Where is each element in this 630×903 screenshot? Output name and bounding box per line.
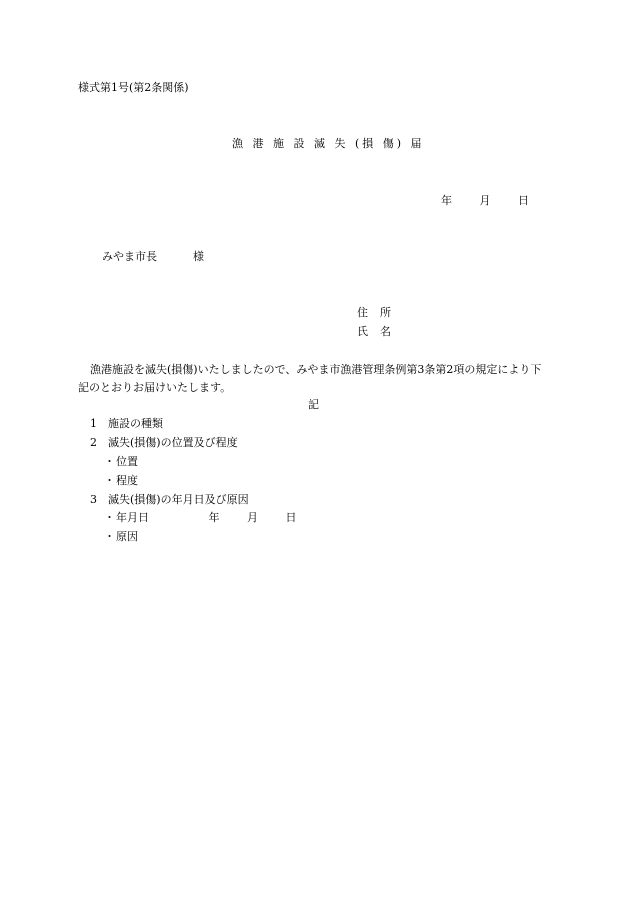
form-number: 様式第1号(第2条関係) bbox=[78, 81, 189, 94]
item-label: 施設の種類 bbox=[108, 417, 163, 430]
item-label: 滅失(損傷)の位置及び程度 bbox=[108, 436, 238, 449]
sub-item-label: 位置 bbox=[116, 455, 138, 468]
address-label-2: 所 bbox=[380, 306, 391, 319]
sub-date-day: 日 bbox=[285, 511, 297, 524]
addressee-name: みやま市長 bbox=[102, 250, 157, 263]
applicant-name bbox=[357, 326, 391, 337]
address-label-1: 住 bbox=[357, 306, 368, 319]
sub-date-month: 月 bbox=[247, 511, 258, 524]
name-label-1: 氏 bbox=[357, 325, 368, 338]
sub-item-position bbox=[104, 456, 138, 467]
sub-date-fields bbox=[209, 511, 297, 524]
bullet: ・ bbox=[104, 530, 115, 543]
sub-item-date bbox=[104, 512, 297, 523]
item-facility-type bbox=[90, 418, 163, 429]
item-label: 滅失(損傷)の年月日及び原因 bbox=[108, 493, 249, 506]
addressee bbox=[102, 251, 204, 262]
item-date-cause bbox=[90, 494, 249, 505]
date-year-label: 年 bbox=[441, 194, 452, 207]
date-month-label: 月 bbox=[479, 194, 491, 207]
submission-date bbox=[441, 195, 529, 206]
sub-item-degree bbox=[104, 475, 138, 486]
document-title: 漁 港 施 設 滅 失 (損 傷) 届 bbox=[232, 137, 425, 150]
applicant-address bbox=[357, 307, 391, 318]
name-label-2: 名 bbox=[380, 325, 391, 338]
bullet: ・ bbox=[104, 455, 115, 468]
bullet: ・ bbox=[104, 511, 115, 524]
date-day-label: 日 bbox=[518, 194, 529, 207]
sub-item-cause bbox=[104, 531, 138, 542]
body-text: 漁港施設を滅失(損傷)いたしましたので、みやま市漁港管理条例第3条第2項の規定により下記のとおりお届けいたします。 bbox=[78, 363, 542, 394]
item-number: 3 bbox=[90, 493, 97, 506]
item-number: 2 bbox=[90, 436, 97, 449]
sub-item-label: 原因 bbox=[116, 530, 138, 543]
sub-item-label: 程度 bbox=[116, 474, 138, 487]
item-location-degree bbox=[90, 437, 238, 448]
bullet: ・ bbox=[104, 474, 115, 487]
sub-date-year: 年 bbox=[208, 511, 220, 524]
ki-heading: 記 bbox=[308, 398, 319, 411]
item-number: 1 bbox=[90, 417, 97, 430]
addressee-honorific: 様 bbox=[193, 250, 204, 263]
sub-item-label: 年月日 bbox=[116, 511, 149, 524]
